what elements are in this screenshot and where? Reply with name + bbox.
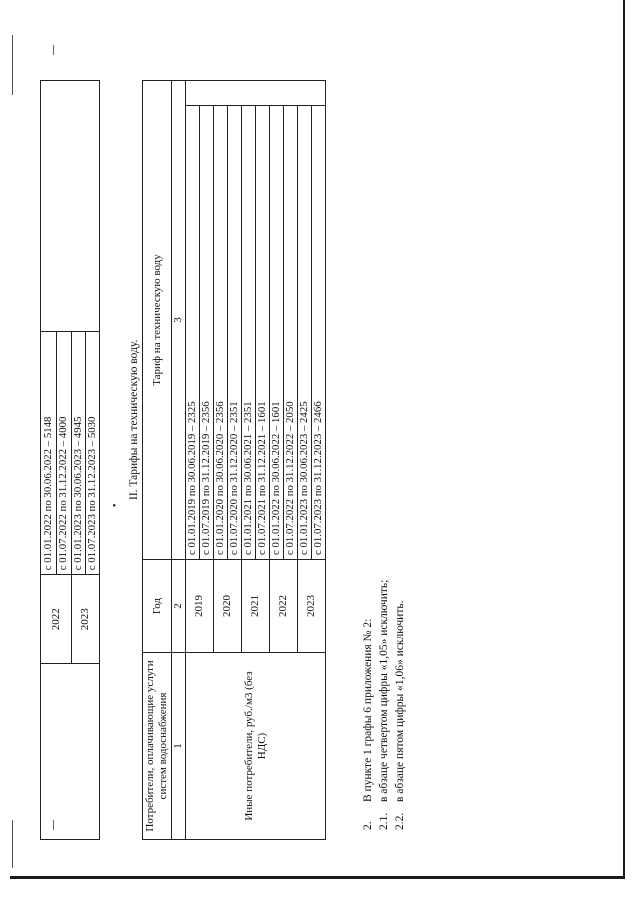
rate-cell: с 01.01.2019 по 30.06.2019 – 2325 (186, 106, 200, 560)
col-number: 3 (172, 81, 186, 560)
technical-water-tariff-table (142, 80, 326, 840)
year-cell: 2023 (72, 575, 100, 664)
rate-cell: с 01.07.2023 по 31.12.2023 – 5030 (86, 331, 100, 575)
section-title: II. Тарифы на техническую воду. (128, 339, 140, 500)
table-cell-empty (41, 81, 100, 332)
year-cell: 2022 (41, 575, 72, 664)
table-cell-empty (41, 664, 100, 840)
list-item (392, 580, 408, 830)
stray-mark: • (110, 503, 121, 507)
item-number: 2.2. (394, 812, 406, 830)
list-item (376, 580, 392, 830)
rate-cell: с 01.07.2022 по 31.12.2022 – 2050 (284, 106, 298, 560)
rotated-document-sheet (40, 70, 600, 840)
column-number-row (172, 81, 186, 840)
col-number: 1 (172, 653, 186, 840)
page-border-left-bottom (12, 820, 13, 868)
margin-tick (53, 45, 54, 55)
list-item (360, 580, 376, 830)
page-border-bottom (10, 876, 625, 879)
year-cell: 2021 (242, 560, 270, 653)
rate-cell: с 01.01.2023 по 30.06.2023 – 4945 (72, 331, 86, 575)
rate-cell: с 01.07.2022 по 31.12.2022 – 4000 (56, 331, 72, 575)
table-row (186, 81, 200, 840)
page-border-left-top (12, 35, 13, 95)
item-text: в абзаце четвертом цифры «1,05» исключить; (378, 579, 390, 802)
table-cell-empty (186, 81, 326, 106)
col-number: 2 (172, 560, 186, 653)
table-header-row (143, 81, 172, 840)
year-cell: 2020 (214, 560, 242, 653)
item-text: в абзаце пятом цифры «1,06» исключить. (394, 600, 406, 802)
table-row (41, 81, 57, 840)
rate-cell: с 01.01.2022 по 30.06.2022 – 1601 (270, 106, 284, 560)
item-text: В пункте 1 графы 6 приложения № 2: (362, 618, 374, 802)
header-year: Год (143, 560, 172, 653)
item-number: 2. (362, 821, 374, 830)
rate-cell: с 01.01.2020 по 30.06.2020 – 2356 (214, 106, 228, 560)
year-cell: 2023 (298, 560, 326, 653)
item-number: 2.1. (378, 812, 390, 830)
header-tariff: Тариф на техническую воду (143, 81, 172, 560)
page-border-right (623, 0, 625, 878)
year-cell: 2019 (186, 560, 214, 653)
year-cell: 2022 (270, 560, 298, 653)
header-consumers: Потребители, оплачивающие услуги систем водоснабжения (143, 653, 172, 840)
consumer-label: Иные потребители, руб./м3 (без НДС) (186, 653, 326, 840)
rate-cell: с 01.07.2019 по 31.12.2019 – 2356 (200, 106, 214, 560)
rate-cell: с 01.07.2020 по 31.12.2020 – 2351 (228, 106, 242, 560)
rate-cell: с 01.01.2021 по 30.06.2021 – 2351 (242, 106, 256, 560)
rate-cell: с 01.07.2023 по 31.12.2023 – 2466 (312, 106, 326, 560)
rate-cell: с 01.07.2021 по 31.12.2021 – 1601 (256, 106, 270, 560)
amendment-items (360, 580, 408, 830)
tariff-table-continued (40, 80, 100, 840)
rate-cell: с 01.01.2023 по 30.06.2023 – 2425 (298, 106, 312, 560)
rate-cell: с 01.01.2022 по 30.06.2022 – 5148 (41, 331, 57, 575)
